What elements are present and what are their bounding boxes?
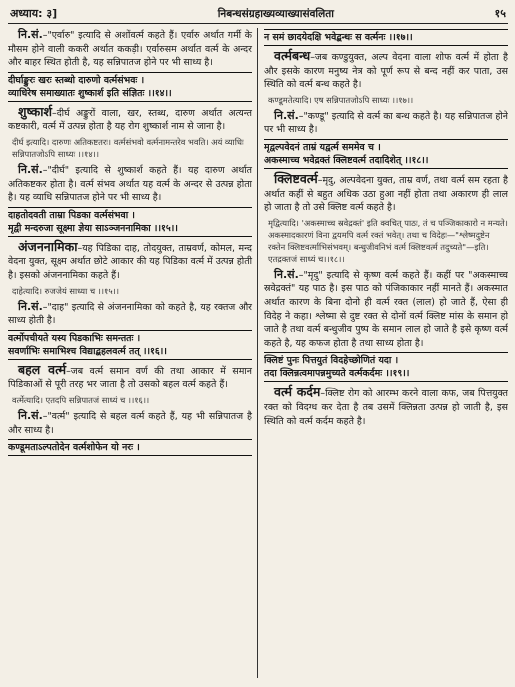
verse-line: तदा क्लिन्नत्वमापन्नमुच्यते वर्त्मकर्दमः ।।१९।। xyxy=(264,368,410,380)
paragraph-text: –यह पिडिका दाह, तोदयुक्त, ताम्रवर्ण, कोमल, मन्द वेदना युक्त, सूक्ष्म अर्थात छोटे आकार की यह पिडिका वर्त्म में उत्पन्न होती है। इसको अंजननामिका कहते हैं। xyxy=(8,242,252,281)
paragraph-lead: शुष्कार्श xyxy=(18,103,53,119)
page-number: १५ xyxy=(494,7,506,20)
verse-line: अकस्माच्च भवेद्रक्तं क्लिष्टवर्त्म तदादिशेत् ।।१८।। xyxy=(264,154,429,166)
paragraph-text: –दीर्घ अङ्कुरों वाला, खर, स्तब्ध, दारुण अर्थात अत्यन्त कष्टकारी, वर्त्म में उत्पन्न होता है यह रोग शुष्कार्श नाम से जाना है। xyxy=(8,107,252,133)
paragraph-lead: नि.सं. xyxy=(274,267,299,281)
hindi-paragraph xyxy=(8,28,252,70)
paragraph-lead: नि.सं. xyxy=(18,162,43,176)
paragraph-text: –मृदु, अल्पवेदना युक्त, ताम्र वर्ण, तथा वर्त्म सम रहता है अर्थात कहीं से बहुत अधिक उठा हुआ नहीं होता तथा अकारण ही लाल हो जाता है तो उसे क्लिष्ट वर्त्म कहते है। xyxy=(264,174,508,214)
text-columns xyxy=(8,28,508,678)
paragraph-lead: नि.सं. xyxy=(274,108,299,122)
book-title: निबन्धसंग्रहाख्यव्याख्यासंवलिता xyxy=(217,8,334,20)
verse-line: व्याधिरेष समाख्यातः शुष्कार्श इति संज्ञितः ।।१४।। xyxy=(8,87,172,99)
verse-line: वर्त्मोपचीयते यस्य पिडकाभिः समन्ततः । xyxy=(8,332,141,344)
paragraph-lead: नि.सं. xyxy=(18,28,43,41)
hindi-paragraph xyxy=(264,109,508,137)
verse-line: न समं छादयेदक्षि भवेद्बन्धः स वर्त्मनः ।।१७।। xyxy=(264,32,413,43)
paragraph-text: –"एर्वारु" इत्यादि से अशोंवर्त्म कहते हैं। एर्वारु अर्थात गर्मी के मौसम होने वाली ककरी अर्थात ककड़ी। एर्वारुसम अर्थात वर्त्म के अन्दर और बाहर स्थित होती है, यह सन्निपातज होने पर भी साध्य है। xyxy=(8,30,252,69)
hindi-paragraph xyxy=(8,363,252,392)
paragraph-text: –"मृदु" इत्यादि से कृष्ण वर्त्म कहते हैं। कहीं पर "अकस्माच्च स्रवेद्रक्तं" यह पाठ है। इस पाठ को पंजिकाकार नहीं मानते हैं। अकस्मात अर्थात कारण के बिना दोनो ही वर्त्म रक्त (लाल) हो जाते हैं, ऐसा ही विदेह ने कहा। श्लेष्मा से दुष्ट रक्त से दोनों वर्त्म क्लिष्ट मांस के समान हो जाते है तथा वर्त्म बन्धुजीव पुष्प के समान लाल हो जाते है इसे कृष्ण वर्त्म कहते है, यह कफज होता है तथा साध्य होता है। xyxy=(264,269,508,349)
paragraph-text: –"वर्त्म" इत्यादि से बहल वर्त्म कहते हैं, यह भी सन्निपातज है और साध्य है। xyxy=(8,410,252,436)
verse-line: मृद्वी मन्दरुजा सूक्ष्मा ज्ञेया साऽञ्जननामिका ।।१५।। xyxy=(8,222,178,234)
commentary-note: दाहेत्यादि। रुजजेयं साध्या च ।।१५।। xyxy=(12,285,119,296)
paragraph-lead: बहल वर्त्म xyxy=(18,361,67,377)
left-column xyxy=(8,28,258,678)
paragraph-text: –क्लिष्ट रोग को आरम्भ करने वाला कफ, जब पित्तयुक्त रक्त को विदग्ध कर देता है तब उसमें क्लिन्नता उत्पन्न हो जाती है, इस स्थिति को वर्त्म कर्दम कहते है। xyxy=(264,388,508,427)
hindi-paragraph xyxy=(8,409,252,437)
hindi-paragraph xyxy=(8,163,252,205)
paragraph-lead: वर्त्मबन्ध xyxy=(274,48,311,63)
sanskrit-verse xyxy=(8,330,252,360)
paragraph-lead: अंजननामिका xyxy=(18,238,78,254)
hindi-paragraph xyxy=(264,268,508,351)
page-header xyxy=(8,6,508,24)
verse-line: दाहतोदवती ताम्रा पिडका वर्त्मसंभवा । xyxy=(8,209,135,221)
paragraph-text: –"दीर्घ" इत्यादि से शुष्कार्श कहते हैं। यह दारुण अर्थात अतिकष्टकर होता है। वर्त्म संभव अर्थात यह वर्त्म के अन्दर से उत्पन्न होता है। यह व्याधि सन्निपातज होने पर भी साध्य है। xyxy=(8,164,252,204)
sanskrit-verse xyxy=(8,72,252,102)
paragraph-lead: नि.सं. xyxy=(18,299,43,313)
right-column xyxy=(258,28,508,678)
hindi-paragraph xyxy=(264,385,508,428)
paragraph-lead: वर्त्म कर्दम xyxy=(274,384,321,400)
commentary-note: मृद्वित्यादि। 'अकस्माच्च स्रवेद्रक्तं' इति क्वचित् पाठः, तं च पञ्जिकाकारो न मन्यते। अकस्मादकारणं विना द्वयमपि वर्त्म रक्तं भवेत्। तथा च विदेहः—"श्लेष्मदुष्टेन रक्तेन क्लिष्टवर्त्माभिसंभवम्। बन्धुजीवनिभं वर्त्म क्लिष्टवर्त्म तदुच्यते"—इति। एतद्रक्तजं साध्यं च।।१८।। xyxy=(268,217,508,264)
hindi-paragraph xyxy=(8,300,252,328)
sanskrit-verse xyxy=(264,29,508,46)
commentary-note: कण्डूमतेत्यादि। एष सन्निपातजोऽपि साध्यः ।।१७।। xyxy=(268,94,414,105)
verse-line: सवर्णाभिः समाभिश्च विद्याद्बहलवर्त्म तत् ।।१६।। xyxy=(8,345,167,357)
verse-line: क्लिष्टं पुनः पित्तयुतं विदहेच्छोणितं यदा । xyxy=(264,355,399,367)
paragraph-lead: नि.सं. xyxy=(18,408,43,422)
hindi-paragraph xyxy=(8,240,252,283)
paragraph-text: –"कण्डू" इत्यादि से वर्त्म का बन्ध कहते है। यह सन्निपातज होने पर भी साध्य है। xyxy=(264,110,508,136)
paragraph-text: –"दाह" इत्यादि से अंजननामिका को कहते है, यह रक्तज और साध्य होती है। xyxy=(8,301,252,327)
chapter-label: अध्याय: ३] xyxy=(10,7,58,20)
sanskrit-verse xyxy=(8,439,252,456)
paragraph-text: –जब कण्डुयुक्त, अल्प वेदना वाला शोफ वर्त्म में होता है और इसके कारण मनुष्य नेत्र को पूर्ण रूप से बन्द नहीं कर पाता, उस स्थिति को वर्त्म बन्ध कहते है। xyxy=(264,52,508,91)
sanskrit-verse xyxy=(264,352,508,382)
hindi-paragraph xyxy=(264,172,508,215)
commentary-note: दीर्घ इत्यादि। दारुणः अतिकष्टतरः। वर्त्मसंभवो वर्त्मनामन्तरेव भवति। अयं व्याधिः सन्निपातजोऽपि साध्यः ।।१४।। xyxy=(12,136,244,159)
sanskrit-verse xyxy=(8,207,252,237)
verse-line: दीर्घाङ्कुरः खरः स्तब्धो दारुणो वर्त्मसंभवः । xyxy=(8,74,145,86)
commentary-note: वर्त्मेत्यादि। एतदपि सन्निपातजं साध्यं च ।।१६।। xyxy=(12,394,150,405)
sanskrit-verse xyxy=(264,139,508,169)
verse-line: कण्डूमताऽल्पतोदेन वर्त्मशोफेन यो नरः । xyxy=(8,442,140,454)
verse-line: मृद्वल्पवेदनं ताम्रं यद्वर्त्म सममेव च । xyxy=(264,141,381,153)
hindi-paragraph xyxy=(264,49,508,92)
paragraph-text: –जब वर्त्म समान वर्ण की तथा आकार में समान पिडिकाओं से पूरी तरह भर जाता है तो उसको बहल वर्त्म कहते हैं। xyxy=(8,365,252,391)
paragraph-lead: क्लिष्टवर्त्म xyxy=(274,170,318,186)
hindi-paragraph xyxy=(8,105,252,134)
